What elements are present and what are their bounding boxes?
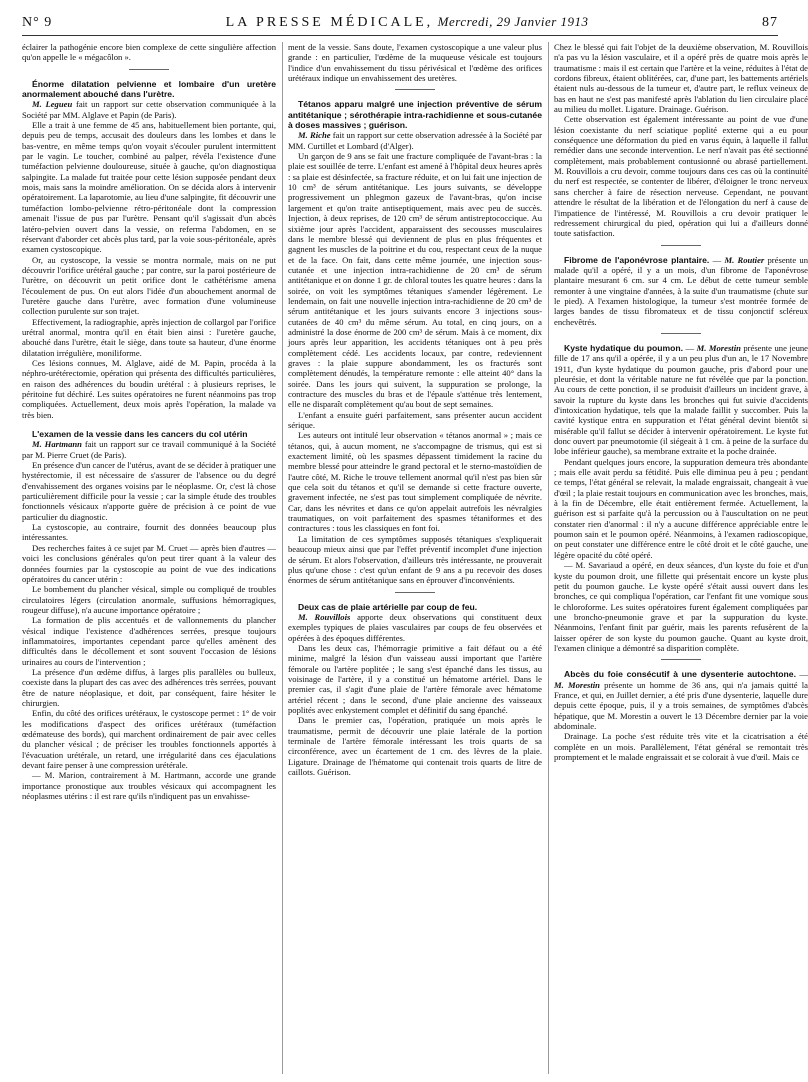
article-lead: apporte deux observations qui constituent deux exemples typiques de plaies vasculaires par coups de feu observées et opérées à des époques différentes. bbox=[288, 611, 542, 643]
article-bladder-cancer bbox=[22, 429, 276, 801]
issue-date: Mercredi, 29 Janvier 1913 bbox=[437, 14, 589, 29]
divider bbox=[661, 333, 701, 334]
paragraph: Dans les deux cas, l'hémorragie primitive a fait défaut ou a été minime, malgré la lésion d'un vaisseau aussi important que l'artère fémorale ou l'artère poplitée ; le sang s'est épanché dans les tissus, au voisinage de l'artère, il y a constitué un hématome artériel. Dans le premier cas, il s'agit d'une plaie de l'artère fémorale avec hématome artériel récent ; dans le second, d'une plaie ancienne des vaisseaux poplités avec enkystement complet et définitif du sang épanché. bbox=[288, 642, 542, 715]
paragraph: — M. Savariaud a opéré, en deux séances, d'un kyste du foie et d'un kyste du poumon droit, une fillette qui présentait encore un kyste plus petit du poumon gauche. Le kyste opéré s'était aussi ouvert dans les bronches, ce qui compliqua l'opération, car l'enfant fit une vomique sous le chloroforme. Les suites opératoires furent également compliquées par une broncho-pneumonie grave et par la suppuration du kyste. Néanmoins, l'enfant finit par guérir, mais les parents refusèrent de la laisser opérer de son kyste du poumon gauche. Quant au kyste droit, l'examen clinique a démontré sa disparition complète. bbox=[554, 560, 808, 653]
article-lead: présente une jeune fille de 17 ans qu'il a opérée, il y a un peu plus d'un an, le 17 Novembre 1911, d'un kyste hydatique du poumon gauche, pris d'abord pour une pleurésie, et dont la véritable nature ne fut révélée que par la ponction. Au cours de cette ponction, il se produisit d'ailleurs un incident grave, à savoir la rupture du kyste dans les bronches qui fut suivie d'accidents d'intoxication hydatique, tels que la malade faillit y succomber. Puis la cavité kystique entra en suppuration et l'état général devint bientôt si misérable qu'il fallut se décider à intervenir opératoirement. Le kyste fut donc ouvert par pneumotomie (il siégeait à 1 cm. à peine de la surface du lobe inférieur gauche), sa membrane extraite et la poche drainée. bbox=[554, 342, 808, 457]
paragraph: Elle a trait à une femme de 45 ans, habituellement bien portante, qui, depuis peu de temps, accusait des douleurs dans les lombes et dans le bas-ventre, en même temps qu'on voyait s'écouler purulent intermittent par le vagin. Le toucher, combiné au palper, révéla l'existence d'une tuméfaction pelvienne douloureuse, située à gauche, qu'on diagnostiqua salpingite. La malade fut traitée pour cette lésion supposée pendant deux mois, mais sans la moindre amélioration. On se décida alors à intervenir opératoirement. La laparotomie, au lieu d'une salpingite, fit découvrir une tuméfaction lombo-pelvienne rétro-péritonéale dont la compression amenait l'issue de pus par l'urètre. Pensant qu'il s'agissait d'un abcès latéro-pelvien ouvert dans la vessie, on referma l'abdomen, en se réservant d'aborder cet abcès plus tard, par la voie sous-péritonéale, après examen cystoscopique. bbox=[22, 120, 276, 255]
journal-title: LA PRESSE MÉDICALE, bbox=[225, 15, 434, 30]
article-author: M. Morestin bbox=[696, 342, 741, 353]
paragraph: Pendant quelques jours encore, la suppuration demeura très abondante ; mais elle avait perdu sa fétidité. Puis elle diminua peu à peu ; pendant ce temps, l'état général se relevait, la malade engraissait, changeait à vue d'œil ; la plaie restait toujours en communication avec les bronches, mais, à la fin de Décembre, elle était entièrement fermée. Actuellement, la guérison est si parfaite qu'à la percussion ou à l'auscultation on ne peut constater rien d'anormal : il n'y a aucune différence appréciable entre le poumon sain et le poumon opéré. Néanmoins, à l'examen radioscopique, on peut constater une différence entre le côté droit et le côté gauche, une légère opacité du côté opéré. bbox=[554, 456, 808, 560]
paragraph: Dans le premier cas, l'opération, pratiquée un mois après le traumatisme, permit de découvrir une plaie latérale de la portion terminale de l'artère fémorale intéressant les trois quarts de sa circonférence, avec un écartement de 1 cm. des lèvres de la plaie. Ligature. Drainage de l'hématome qui contenait trois quarts de litre de caillots. Guérison. bbox=[288, 715, 542, 778]
article-author: M. Hartmann bbox=[32, 439, 82, 450]
article-lead: fait un rapport sur ce travail communiqué à la Société par M. Pierre Cruet (de Paris). bbox=[22, 439, 276, 460]
divider bbox=[395, 592, 435, 593]
divider bbox=[661, 659, 701, 660]
paragraph: éclairer la pathogénie encore bien complexe de cette singulière affection qu'on appelle le « mégacôlon ». bbox=[22, 42, 276, 63]
paragraph: Effectivement, la radiographie, après injection de collargol par l'orifice urétral anormal, montra qu'il en était bien ainsi : l'uretère gauche, abouché dans l'urètre, était le siège, dans toute sa hauteur, d'une énorme dilatation irrégulière, moniliforme. bbox=[22, 316, 276, 358]
article-lead: fait un rapport sur cette observation communiquée à la Société par MM. Alglave et Papin (de Paris). bbox=[22, 99, 276, 120]
article-tetanus bbox=[288, 99, 542, 592]
page-number: 87 bbox=[762, 15, 778, 30]
article-title: L'examen de la vessie dans les cancers du col utérin bbox=[32, 429, 248, 440]
article-arterial-wound bbox=[288, 602, 542, 778]
paragraph: En présence d'un cancer de l'utérus, avant de se décider à pratiquer une hystérectomie, il est nécessaire de s'assurer de l'absence ou du degré d'envahissement des organes voisins par le néoplasme. Or, c'est là chose particulièrement difficile pour la vessie ; car la simple étude des troubles fonctionnels vésicaux n'apporte guère de précision à ce point de vue particulier du diagnostic. bbox=[22, 460, 276, 522]
paragraph: ment de la vessie. Sans doute, l'examen cystoscopique a une valeur plus grande : en particulier, l'œdème de la muqueuse vésicale est toujours l'indice d'un envahissement du tissu périvésical et l'œdème des orifices urétéraux indique un envahissement des uretères. bbox=[288, 42, 542, 84]
article-lead: présente un malade qu'il a opéré, il y a un mois, d'un fibrome de l'aponévrose plantaire mesurant 6 cm. sur 4 cm. Le début de cette tumeur semble remonter à une vingtaine d'années, à la suite d'un traumatisme (chute sur le pied). A l'examen histologique, la tumeur s'est montrée formée de larges bandes de tissu fibromateux et de tissu conjonctif scléreux enchevêtrés. bbox=[554, 254, 808, 327]
paragraph: Des recherches faites à ce sujet par M. Cruet — après bien d'autres — voici les conclusions générales qu'on peut tirer quant à la valeur des données fournies par la cystoscopie au point de vue des indications opératoires du cancer utérin : bbox=[22, 542, 276, 584]
paragraph: Le bombement du plancher vésical, simple ou compliqué de troubles circulatoires légers (circulation anormale, suffusions hémorragiques, rougeur diffuse), n'a aucune importance opératoire ; bbox=[22, 584, 276, 615]
paragraph: Cette observation est également intéressante au point de vue d'une lésion coexistante du nerf sciatique poplité externe qui a eu pour conséquence une déformation du pied en varus équin, à laquelle il fallut remédier dans une seconde intervention. Le nerf n'avait pas été sectionné complètement, mais probablement contusionné ou abrasé partiellement. M. Rouvillois a cru devoir, comme toujours dans ces cas où la continuité du nerf est respectée, se contenter de libérer, d'éloigner le tronc nerveux sans chercher à faire de résection nerveuse. Cependant, ne pouvant attendre le résultat de la libération et de l'élongation du nerf à cause de l'impatience de l'intéressé, M. Rouvillois a cru devoir pratiquer le redressement chirurgical du pied, opération qui lui a d'ailleurs donné toute satisfaction. bbox=[554, 114, 808, 239]
paragraph: — M. Marion, contrairement à M. Hartmann, accorde une grande importance pronostique aux troubles vésicaux qui accompagnent les néoplasmes utérins : il est rare qu'ils n'indiquent pas un envahisse- bbox=[22, 770, 276, 802]
article-lead: présente un homme de 36 ans, qui n'a jamais quitté la France, et qui, en Juillet dernier, a été pris d'une dysenterie, laquelle dure depuis cette époque, puis, il y a trois semaines, de symptômes d'abcès hépatique, que M. Morestin a ouvert le 13 Décembre dernier par la voie abdominale. bbox=[554, 679, 808, 731]
paragraph: La limitation de ces symptômes supposés tétaniques s'expliquerait beaucoup mieux ainsi que par l'effet préventif incomplet d'une injection de sérum. Et alors l'observation, d'ailleurs très intéressante, ne prouverait plus qu'une chose : c'est qu'un enfant de 9 ans a pu recevoir des doses énormes de sérum antitétanique sans en éprouver d'inconvénients. bbox=[288, 533, 542, 586]
columns bbox=[22, 42, 808, 1074]
paragraph: Ces lésions connues, M. Alglave, aidé de M. Papin, procéda à la néphro-urétérectomie, opération qui présenta des difficultés particulières, en raison des adhérences du boudin urétéral : à plusieurs reprises, le péritoine fut déchiré. Les suites opératoires ne furent néanmoins pas trop compliquées. Actuellement, deux mois après l'opération, la malade va très bien. bbox=[22, 357, 276, 420]
article-author: M. Rouvillois bbox=[298, 611, 351, 622]
article-author: M. Legueu bbox=[32, 99, 73, 110]
column-1 bbox=[22, 42, 276, 1074]
paragraph: La formation de plis accentués et de vallonnements du plancher vésical indique l'existence d'adhérences serrées, presque toujours inflammatoires, importantes cependant parce qu'elles amènent des difficultés dans le décollement et sont souvent l'occasion de lésions urinaires au cours de l'intervention ; bbox=[22, 615, 276, 667]
article-hydatid-cyst: Kyste hydatique du poumon. — M. Morestin présente une jeune fille de 17 ans qu'il a opérée, il y a un peu plus d'un an, le 17 Novembre 1911, d'un kyste hydatique du poumon gauche, pris d'abord pour une pleurésie, et dont la véritable nature ne fut révélée que par la ponction. Au cours de cette ponction, il se produisit d'ailleurs un incident grave, à savoir la rupture du kyste dans les bronches qui fut suivie d'accidents d'intoxication hydatique, tels que la malade faillit y succomber. Puis la cavité kystique entra en suppuration et l'état général devint bientôt si misérable qu'il fallut se décider à intervenir opératoirement. Le kyste fut donc ouvert par pneumotomie (il siégeait à 1 cm. à peine de la surface du lobe inférieur gauche), sa membrane extraite et la poche drainée. Pendant quelques jours encore, la suppuration demeura très abondante ; mais elle avait perdu sa fétidité. Puis elle diminua peu à peu ; pendant ce temps, l'état général se relevait, la malade engraissait, changeait à vue d'œil ; la plaie restait toujours en communication avec les bronches, mais, à la fin de Décembre, elle était entièrement fermée. Actuellement, la guérison est si parfaite qu'à la percussion ou à l'auscultation on ne peut constater rien d'anormal : il n'y a aucune différence appréciable entre le poumon sain et le poumon opéré. Néanmoins, à l'examen radioscopique, on peut constater une différence entre le côté droit et le côté gauche, une légère opacité du côté opéré. — M. Savariaud a opéré, en deux séances, d'un kyste du foie et d'un kyste du poumon droit, une fillette qui présentait encore un kyste plus petit du poumon gauche. Le kyste opéré s'était aussi ouvert dans les bronches, ce qui compliqua l'opération, car l'enfant fit une vomique sous le chloroforme. Les suites opératoires furent également compliquées par une broncho-pneumonie grave et par la suppuration du kyste. Néanmoins, l'enfant finit par guérir, mais les parents refusèrent de la laisser opérer de son kyste du poumon gauche. Quant au kyste droit, l'examen clinique a démontré sa disparition complète. bbox=[554, 343, 808, 660]
paragraph: L'enfant a ensuite guéri parfaitement, sans présenter aucun accident sérique. bbox=[288, 409, 542, 431]
article-ureter bbox=[22, 79, 276, 420]
article-title: Fibrome de l'aponévrose plantaire. bbox=[564, 254, 710, 265]
article-title: Deux cas de plaie artérielle par coup de feu. bbox=[298, 601, 478, 612]
paragraph: La cystoscopie, au contraire, fournit des données beaucoup plus intéressantes. bbox=[22, 522, 276, 543]
paragraph: Drainage. La poche s'est réduite très vite et la cicatrisation a été complète en un mois. Parallèlement, l'état général se remontait très promptement et le malade engraissait et se colorait à vue d'œil. Mais ce bbox=[554, 731, 808, 762]
paragraph: Un garçon de 9 ans se fait une fracture compliquée de l'avant-bras : la plaie est souillée de terre. L'enfant est amené à l'hôpital deux heures après : sa plaie est désinfectée, sa fracture réduite, et on lui fait une injection de 10 cm³ de sérum antitétanique. Les jours suivants, se développe progressivement un phlegmon gazeux de l'avant-bras, qu'on incise largement et qu'on traite antiseptiquement, mais avec peu de succès. Injection, à deux reprises, de 120 cm³ de sérum antistreptococcique. Au sixième jour après l'accident, apparaissent des secousses musculaires dans le membre blessé qui deviennent de plus en plus fréquentes et gagnent les muscles de la poitrine et du cou, respectant ceux de la nuque et de la face. On fait, dans cette même journée, une injection sous-cutanée et une injection intra-rachidienne de 20 cm³ de sérum antitétanique et on donne 1 gr. de chloral toutes les quatre heures : dans la soirée, on voit les symptômes tétaniques s'amender légèrement. Le lendemain, on fait une nouvelle injection intra-rachidienne de 20 cm³ de sérum antitétanique et les jours suivants encore 3 injections sous-cutanées de 40 cm³ du même sérum. Au total, en cinq jours, on a administré la dose énorme de 200 cm³ de sérum. Mais à ce moment, dix jours après leur apparition, les accidents tétaniques ont à peu près complètement cédé. Les accidents locaux, par contre, redeviennent graves : la plaie suppure abondamment, les os fracturés sont complètement dénudés, la température remonte : elle atteint 40° dans la soirée. Dans les jours qui suivent, la suppuration se prolonge, la contracture des muscles du bras et de l'épaule s'atténue très lentement, elle ne disparaît complètement qu'au bout de sept semaines. bbox=[288, 151, 542, 410]
article-author: M. Routier bbox=[724, 254, 765, 265]
running-header bbox=[22, 14, 778, 36]
article-title: Énorme dilatation pelvienne et lombaire d'un uretère anormalement abouché dans l'urètre. bbox=[22, 78, 276, 100]
paragraph: Or, au cystoscope, la vessie se montra normale, mais on ne put découvrir l'orifice urétéral gauche ; par contre, sur la paroi postérieure de l'urètre, on découvrit un petit orifice dont le cathétérisme amena l'écoulement de pus. On eut alors l'idée d'un abouchement anormal de l'uretère gauche dans l'urètre, avec formation d'une volumineuse collection purulente sur son trajet. bbox=[22, 254, 276, 317]
divider bbox=[395, 89, 435, 90]
article-author: M. Morestin bbox=[554, 679, 600, 690]
paragraph: Les auteurs ont intitulé leur observation « tétanos anormal » ; mais ce tétanos, qui, à aucun moment, ne s'accompagne de trismus, qui est si exactement limité, où les spasmes dépassent timidement la racine du membre blessé pour atteindre le grand pectoral et le sterno-mastoïdien de l'autre côté, M. Riche le trouve tellement anormal qu'il n'est pas bien sûr que cela soit du tétanos et qu'il se demande si cette fracture ouverte, gravement infectée, ne s'est pas tout simplement compliquée de névrite. Car, dans les névrites et dans ce qu'on appelait autrefois les névralgies traumatiques, on voit parfaitement des spasmes tétaniformes et des contractures : tous les classiques en font foi. bbox=[288, 430, 542, 534]
column-3 bbox=[554, 42, 808, 1074]
issue-number: N° 9 bbox=[22, 15, 53, 30]
article-title: Kyste hydatique du poumon. bbox=[564, 342, 683, 353]
paragraph: La présence d'un œdème diffus, à larges plis parallèles ou bulleux, coexiste dans la plupart des cas avec des adhérences très serrées, pouvant être de nature néoplasique, et doit, par conséquent, faire hésiter le chirurgien. bbox=[22, 666, 276, 708]
column-2 bbox=[288, 42, 542, 1074]
divider bbox=[129, 69, 169, 70]
article-liver-abscess: Abcès du foie consécutif à une dysenterie autochtone. — M. Morestin présente un homme de 36 ans, qui n'a jamais quitté la France, et qui, en Juillet dernier, a été pris d'une dysenterie, laquelle dure depuis cette époque, puis, il y a trois semaines, de symptômes d'abcès hépatique, que M. Morestin a ouvert le 13 Décembre dernier par la voie abdominale. Drainage. La poche s'est réduite très vite et la cicatrisation a été complète en un mois. Parallèlement, l'état général se remontait très promptement et le malade engraissait et se colorait à vue d'œil. Mais ce bbox=[554, 669, 808, 762]
article-author: M. Riche bbox=[298, 130, 331, 141]
paragraph: Chez le blessé qui fait l'objet de la deuxième observation, M. Rouvillois n'a pas vu la lésion vasculaire, et il a opéré près de quatre mois après le traumatisme : mais il est certain que l'artère et la veine, réduites à l'état de cordons fibreux, étaient oblitérées, car, d'une part, les battements artériels étaient nuls au-dessous de la tumeur et, d'autre part, le reflux veineux de bas en haut ne s'est pas manifesté après l'ablation du lien circulaire placé au milieu du mollet. Ligature. Drainage. Guérison. bbox=[554, 42, 808, 115]
article-lead: fait un rapport sur cette observation adressée à la Société par MM. Curtillet et Lombard (d'Alger). bbox=[288, 130, 542, 151]
article-title: Abcès du foie consécutif à une dysenterie autochtone. bbox=[564, 669, 796, 680]
divider bbox=[661, 245, 701, 246]
paragraph: Enfin, du côté des orifices urétéraux, le cystoscope permet : 1° de voir les modifications d'aspect des orifices urétéraux (tuméfaction œdémateuse des bords), qui marchent ordinairement de pair avec celles du plancher vésical ; de préciser les troubles fonctionnels apportés à l'évacuation urétérale, un retard, une irrégularité dans ces éjaculations devant faire penser à une compression urétérale. bbox=[22, 708, 276, 771]
article-title: Tétanos apparu malgré une injection préventive de sérum antitétanique ; sérothérapie intra-rachidienne et sous-cutanée à doses massives ; guérison. bbox=[288, 99, 542, 131]
article-plantar-fibroma: Fibrome de l'aponévrose plantaire. — M. Routier présente un malade qu'il a opéré, il y a un mois, d'un fibrome de l'aponévrose plantaire mesurant 6 cm. sur 4 cm. Le début de cette tumeur semble remonter à une vingtaine d'années, à la suite d'un traumatisme (chute sur le pied). A l'examen histologique, la tumeur s'est montrée formée de larges bandes de tissu fibromateux et de tissu conjonctif scléreux enchevêtrés. bbox=[554, 255, 808, 334]
